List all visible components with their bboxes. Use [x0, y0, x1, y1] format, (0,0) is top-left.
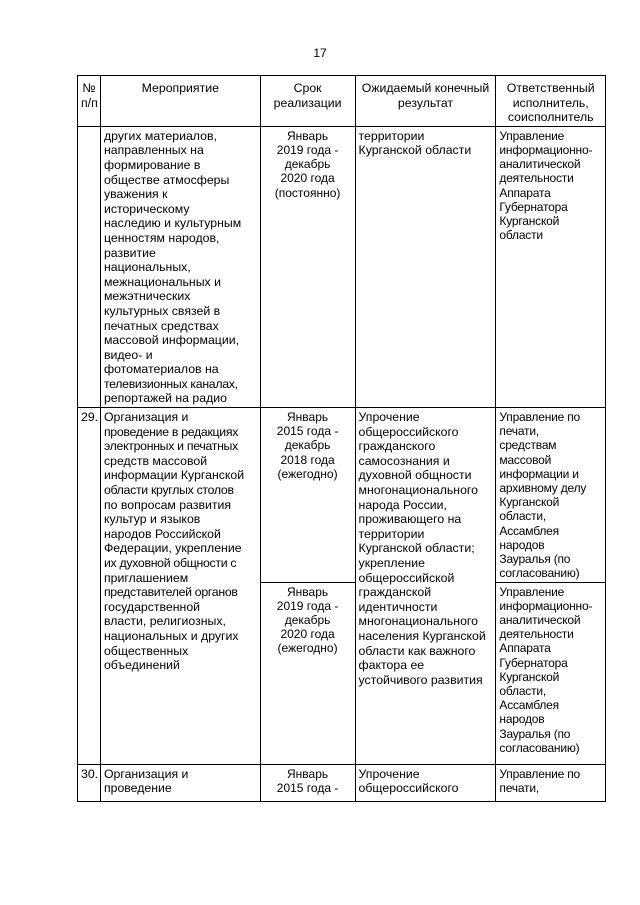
cell-line: Курганской: [499, 214, 560, 228]
cell-line: общероссийского: [358, 781, 459, 796]
result-cell: [355, 126, 496, 407]
cell-line: 2019 года -: [276, 598, 339, 613]
cell-line: информационно-: [499, 142, 593, 157]
cell-line: области круглых столов: [103, 483, 234, 498]
cell-line: проведение: [103, 781, 172, 796]
cell-line: Январь: [287, 410, 329, 425]
executor-cell: [496, 764, 606, 801]
cell-line: исполнитель,: [512, 95, 589, 110]
cell-line: их духовной общности с: [103, 556, 237, 570]
cell-line: массовой: [499, 452, 552, 467]
cell-line: реализации: [273, 95, 342, 110]
result-cell: [355, 764, 496, 801]
cell-line: проведение в редакциях: [103, 424, 239, 439]
cell-line: средств массовой: [103, 453, 208, 468]
cell-line: общероссийской: [358, 570, 455, 585]
cell-line: Курганской: [499, 669, 560, 684]
cell-line: Январь: [287, 584, 329, 599]
result-cell: [355, 408, 496, 764]
cell-line: других материалов,: [103, 128, 217, 143]
cell-line: результат: [397, 95, 454, 110]
event-cell: [100, 126, 260, 407]
cell-line: декабрь: [284, 157, 331, 172]
cell-line: многонационального: [358, 483, 478, 498]
cell-line: уважения к: [103, 187, 168, 202]
cell-line: 2015 года -: [276, 424, 339, 439]
table-row: [78, 408, 606, 582]
cell-line: Управление: [499, 128, 565, 143]
cell-line: Мероприятие: [141, 81, 219, 95]
cell-line: Ассамблея: [499, 698, 559, 713]
cell-line: Ответственный: [506, 81, 595, 95]
cell-line: архивному делу: [499, 481, 587, 496]
cell-line: самосознания и: [358, 453, 450, 468]
cell-line: Управление: [499, 584, 565, 599]
cell-line: наследию и культурным: [103, 216, 242, 231]
event-cell: [100, 408, 260, 764]
cell-line: обществе атмосферы: [103, 172, 230, 187]
cell-line: области,: [499, 509, 547, 524]
cell-line: фактора ее: [358, 658, 425, 673]
cell-line: информации Курганской: [103, 468, 245, 483]
cell-line: 2018 года: [280, 452, 335, 467]
term-cell: [260, 764, 355, 801]
cell-line: 2020 года: [280, 627, 335, 642]
cell-line: Курганской: [499, 495, 560, 510]
table-row: [78, 126, 606, 407]
cell-line: межэтнических: [103, 289, 191, 304]
cell-line: государственной: [103, 599, 201, 614]
cell-line: культур и языков: [103, 512, 201, 527]
cell-line: межнациональных и: [103, 274, 221, 289]
cell-line: видео- и: [103, 347, 153, 362]
cell-line: печатных средствах: [103, 318, 219, 333]
cell-line: приглашением: [103, 570, 189, 585]
cell-line: п/п: [81, 95, 98, 110]
cell-line: проживающего на: [358, 512, 462, 527]
cell-line: декабрь: [284, 612, 331, 627]
cell-line: (ежегодно): [277, 466, 338, 481]
cell-line: идентичности: [358, 599, 438, 614]
executor-cell: [496, 126, 606, 407]
cell-line: согласованию): [499, 740, 580, 755]
cell-line: печати,: [499, 424, 539, 439]
table-header-row: [78, 76, 606, 127]
term-cell: [260, 582, 355, 764]
row-number-cell: 30.: [78, 764, 101, 801]
cell-line: многонационального: [358, 614, 478, 629]
cell-line: национальных,: [103, 260, 191, 275]
plan-table: [77, 75, 606, 802]
cell-line: телевизионных каналах,: [103, 376, 238, 391]
cell-line: народов: [499, 537, 545, 552]
executor-cell: [496, 408, 606, 582]
cell-line: области,: [499, 683, 547, 698]
cell-line: (постоянно): [274, 185, 341, 200]
cell-line: согласованию): [499, 566, 580, 581]
cell-line: 2020 года: [280, 171, 335, 186]
executor-cell: [496, 582, 606, 764]
cell-line: культурных связей в: [103, 303, 221, 318]
cell-line: Январь: [287, 766, 329, 781]
cell-line: гражданского: [358, 439, 436, 454]
cell-line: массовой информации,: [103, 333, 239, 348]
cell-line: информации и: [499, 466, 579, 481]
cell-line: информационно-: [499, 598, 593, 613]
cell-line: 2019 года -: [276, 142, 339, 157]
cell-line: средствам: [499, 438, 557, 453]
cell-line: власти, религиозных,: [103, 614, 226, 629]
header-num: [78, 76, 101, 127]
cell-line: аналитической: [499, 612, 581, 627]
cell-line: репортажей на радио: [103, 391, 227, 406]
cell-line: населения Курганской: [358, 628, 486, 643]
cell-line: Организация и: [103, 410, 189, 425]
cell-line: Организация и: [103, 766, 189, 781]
cell-line: национальных и других: [103, 628, 239, 643]
cell-line: народов Российской: [103, 526, 221, 541]
cell-line: общероссийского: [358, 424, 459, 439]
cell-line: соисполнитель: [507, 110, 594, 125]
page-number: 17: [313, 46, 327, 60]
cell-line: территории: [358, 526, 425, 541]
cell-line: области как важного: [358, 643, 476, 658]
cell-line: Ожидаемый конечный: [361, 81, 490, 95]
cell-line: формирование в: [103, 157, 201, 172]
cell-line: ценностям народов,: [103, 230, 220, 245]
cell-line: фотоматериалов на: [103, 362, 219, 377]
cell-line: аналитической: [499, 157, 581, 172]
cell-line: электронных и печатных: [103, 439, 238, 454]
cell-line: народов: [499, 712, 545, 727]
row-number-cell: [78, 126, 101, 407]
cell-line: Федерации, укрепление: [103, 541, 242, 556]
cell-line: Аппарата: [499, 641, 551, 656]
row-number-cell: 29.: [78, 408, 101, 764]
header-executor: [496, 76, 606, 127]
cell-line: 2015 года -: [276, 780, 339, 795]
cell-line: Срок: [293, 81, 322, 95]
event-cell: [100, 764, 260, 801]
cell-line: декабрь: [284, 438, 331, 453]
cell-line: Управление по: [499, 766, 581, 781]
cell-line: Упрочение: [358, 766, 420, 781]
cell-line: №: [82, 81, 96, 95]
term-cell: [260, 126, 355, 407]
cell-line: печати,: [499, 780, 539, 795]
cell-line: развитие: [103, 245, 156, 260]
cell-line: Курганской области: [358, 143, 472, 158]
cell-line: Губернатора: [499, 199, 568, 214]
cell-line: укрепление: [358, 556, 425, 570]
header-event: [100, 76, 260, 127]
cell-line: Ассамблея: [499, 523, 559, 538]
cell-line: народа России,: [358, 497, 447, 512]
cell-line: направленных на: [103, 143, 204, 158]
cell-line: области: [499, 228, 543, 243]
cell-line: деятельности: [499, 171, 574, 186]
cell-line: гражданской: [358, 585, 432, 600]
cell-line: Губернатора: [499, 655, 568, 670]
cell-line: по вопросам развития: [103, 497, 232, 512]
cell-line: Упрочение: [358, 410, 420, 425]
cell-line: общественных: [103, 643, 189, 658]
cell-line: историческому: [103, 201, 190, 216]
cell-line: (ежегодно): [277, 641, 338, 656]
table-row: [78, 764, 606, 801]
cell-line: Аппарата: [499, 185, 551, 200]
cell-line: духовной общности: [358, 468, 472, 483]
term-cell: [260, 408, 355, 582]
header-result: [355, 76, 496, 127]
header-term: [260, 76, 355, 127]
cell-line: Зауралья (по: [499, 552, 571, 567]
cell-line: Управление по: [499, 410, 581, 425]
cell-line: Курганской области;: [358, 541, 475, 556]
cell-line: Январь: [287, 128, 329, 143]
cell-line: объединений: [103, 658, 180, 673]
cell-line: Зауралья (по: [499, 726, 571, 741]
cell-line: устойчивого развития: [358, 672, 483, 687]
cell-line: деятельности: [499, 627, 574, 642]
cell-line: представителей органов: [103, 585, 238, 600]
cell-line: территории: [358, 128, 425, 143]
